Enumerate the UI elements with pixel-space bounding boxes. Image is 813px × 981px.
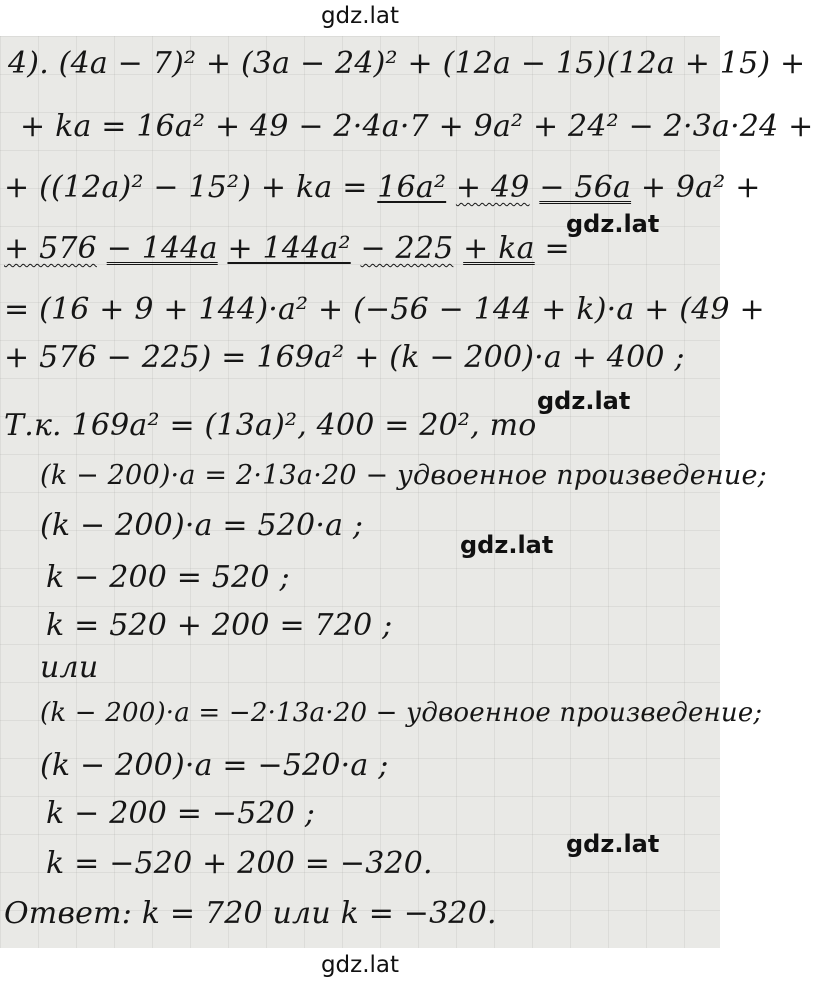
watermark-3: gdz.lat — [460, 531, 554, 559]
solution-line-4 — [4, 231, 570, 266]
solution-line-7: Т.к. 169a² = (13a)², 400 = 20², то — [4, 408, 537, 443]
term-576: + 576 — [4, 231, 97, 266]
solution-line-6: + 576 − 225) = 169a² + (k − 200)·a + 400 ; — [4, 340, 685, 375]
solution-line-9: (k − 200)·a = 520·a ; — [40, 508, 364, 543]
watermark-4: gdz.lat — [566, 830, 660, 858]
solution-line-17: Ответ: k = 720 или k = −320. — [4, 896, 497, 931]
term-minus-225: − 225 — [360, 231, 454, 266]
term-minus-56a: − 56a — [539, 170, 632, 205]
solution-line-15: k − 200 = −520 ; — [46, 796, 316, 831]
term-ka: + ka — [463, 231, 535, 266]
solution-line-5: = (16 + 9 + 144)·a² + (−56 − 144 + k)·a + (49 + — [4, 292, 765, 327]
term-9a2: + 9a² + — [640, 170, 761, 205]
solution-line-16: k = −520 + 200 = −320. — [46, 846, 433, 881]
watermark-1: gdz.lat — [566, 210, 660, 238]
solution-line-3 — [4, 170, 761, 205]
solution-line-2: + ka = 16a² + 49 − 2·4a·7 + 9a² + 24² − 2·3a·24 + — [20, 109, 813, 144]
notebook-page — [0, 36, 813, 948]
term-16a2: 16a² — [377, 170, 447, 205]
watermark-top: gdz.lat — [320, 3, 400, 29]
solution-line-14: (k − 200)·a = −520·a ; — [40, 748, 389, 783]
term-49: + 49 — [455, 170, 530, 205]
term-144a2: + 144a² — [227, 231, 351, 266]
solution-line-12: или — [40, 650, 99, 685]
line-3-start: + ((12a)² − 15²) + ka = — [4, 170, 368, 205]
watermark-bottom: gdz.lat — [320, 952, 400, 978]
solution-line-13: (k − 200)·a = −2·13a·20 − удвоенное произведение; — [40, 698, 763, 728]
equals-sign: = — [544, 231, 570, 266]
solution-line-8: (k − 200)·a = 2·13a·20 − удвоенное произведение; — [40, 460, 767, 491]
term-minus-144a: − 144a — [106, 231, 218, 266]
solution-line-10: k − 200 = 520 ; — [46, 560, 290, 595]
watermark-2: gdz.lat — [537, 387, 631, 415]
solution-line-1: 4). (4a − 7)² + (3a − 24)² + (12a − 15)(12a + 15) + — [8, 46, 806, 81]
solution-line-11: k = 520 + 200 = 720 ; — [46, 608, 393, 643]
